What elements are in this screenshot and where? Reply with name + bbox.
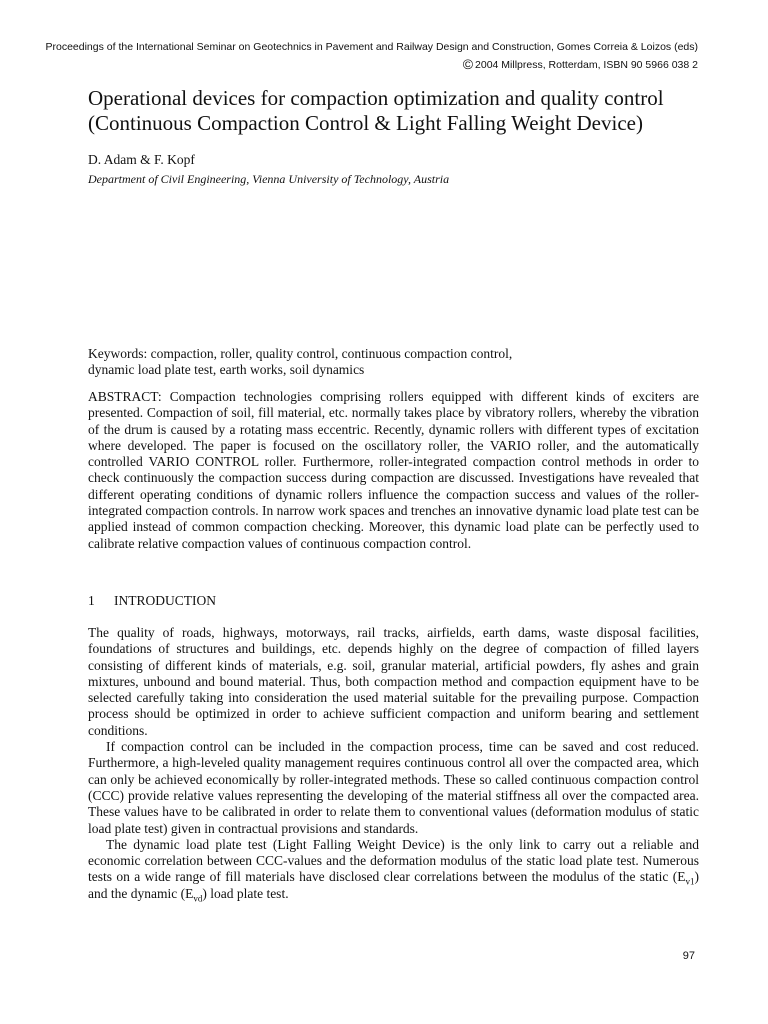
paragraph-3	[88, 837, 699, 902]
section-number: 1	[88, 593, 95, 608]
paper-title: Operational devices for compaction optimization and quality control (Continuous Compaction Control & Light Falling Weight Device)	[88, 86, 664, 135]
section-title: INTRODUCTION	[114, 593, 216, 608]
ev1-subscript: v1	[685, 877, 695, 888]
paragraph-3-part-a: The dynamic load plate test (Light Falling Weight Device) is the only link to carry out a reliable and economic correlation between CCC-values and the deformation modulus of the static load plate test. Numerous tests on a wide range of fill materials have disclosed clear correlations between the modulus of the static (E	[88, 836, 699, 885]
introduction-body	[88, 625, 699, 902]
keywords-line-1: Keywords: compaction, roller, quality control, continuous compaction control,	[88, 346, 513, 361]
page-number: 97	[682, 950, 695, 962]
section-heading	[88, 593, 699, 609]
paragraph-3-part-c: ) load plate test.	[202, 885, 289, 901]
paragraph-2: If compaction control can be included in the compaction process, time can be saved and cost reduced. Furthermore, a high-leveled quality management requires continuous control all over the compacted area, which can only be achieved economically by roller-integrated methods. These so called continuous compaction control (CCC) provide relative values representing the developing of the material stiffness all over the compacted area. These values have to be calibrated in order to relate them to conventional values (deformation modulus of static load plate test) given in contractual provisions and standards.	[88, 739, 699, 836]
paragraph-3-part-b: ) and the dynamic (E	[88, 869, 699, 901]
copyright-symbol: ©	[462, 56, 474, 72]
running-header-line1: Proceedings of the International Seminar on Geotechnics in Pavement and Railway Design and Construction, Gomes Correia & Loizos (eds)	[45, 41, 698, 53]
keywords	[88, 346, 699, 379]
keywords-line-2: dynamic load plate test, earth works, soil dynamics	[88, 362, 365, 378]
abstract: ABSTRACT: Compaction technologies comprising rollers equipped with different kinds of exciters are presented. Compaction of soil, fill material, etc. normally takes place by vibratory rollers, whereby the vibration of the drum is caused by a rotating mass eccentric. Recently, dynamic rollers with different types of excitation where developed. The paper is focused on the oscillatory roller, the VARIO roller, and the automatically controlled VARIO CONTROL roller. Furthermore, roller-integrated compaction control methods in order to check continuously the compaction success during compaction are discussed. Investigations have revealed that different operating conditions of dynamic rollers influence the compaction success and values of the roller-integrated compaction controls. In narrow work spaces and trenches an innovative dynamic load plate test can be applied instead of common compaction checking. Moreover, this dynamic load plate can be perfectly used to calibrate relative compaction values of continuous compaction control.	[88, 389, 699, 551]
running-header-line2	[463, 56, 698, 72]
authors: D. Adam & F. Kopf	[88, 152, 195, 167]
copyright-text: 2004 Millpress, Rotterdam, ISBN 90 5966 038 2	[475, 59, 698, 71]
evd-subscript: vd	[193, 893, 203, 904]
affiliation: Department of Civil Engineering, Vienna University of Technology, Austria	[88, 172, 450, 186]
paragraph-1: The quality of roads, highways, motorways, rail tracks, airfields, earth dams, waste disposal facilities, foundations of structures and buildings, etc. depends highly on the degree of compaction of filled layers consisting of different kinds of materials, e.g. soil, granular material, artificial powders, fly ashes and grain mixtures, unbound and bound material. Thus, both compaction method and compaction equipment have to be selected carefully taking into consideration the used material suitable for the prevailing purpose. Compaction process should be optimized in order to achieve sufficient compaction and uniform bearing and settlement conditions.	[88, 625, 699, 738]
